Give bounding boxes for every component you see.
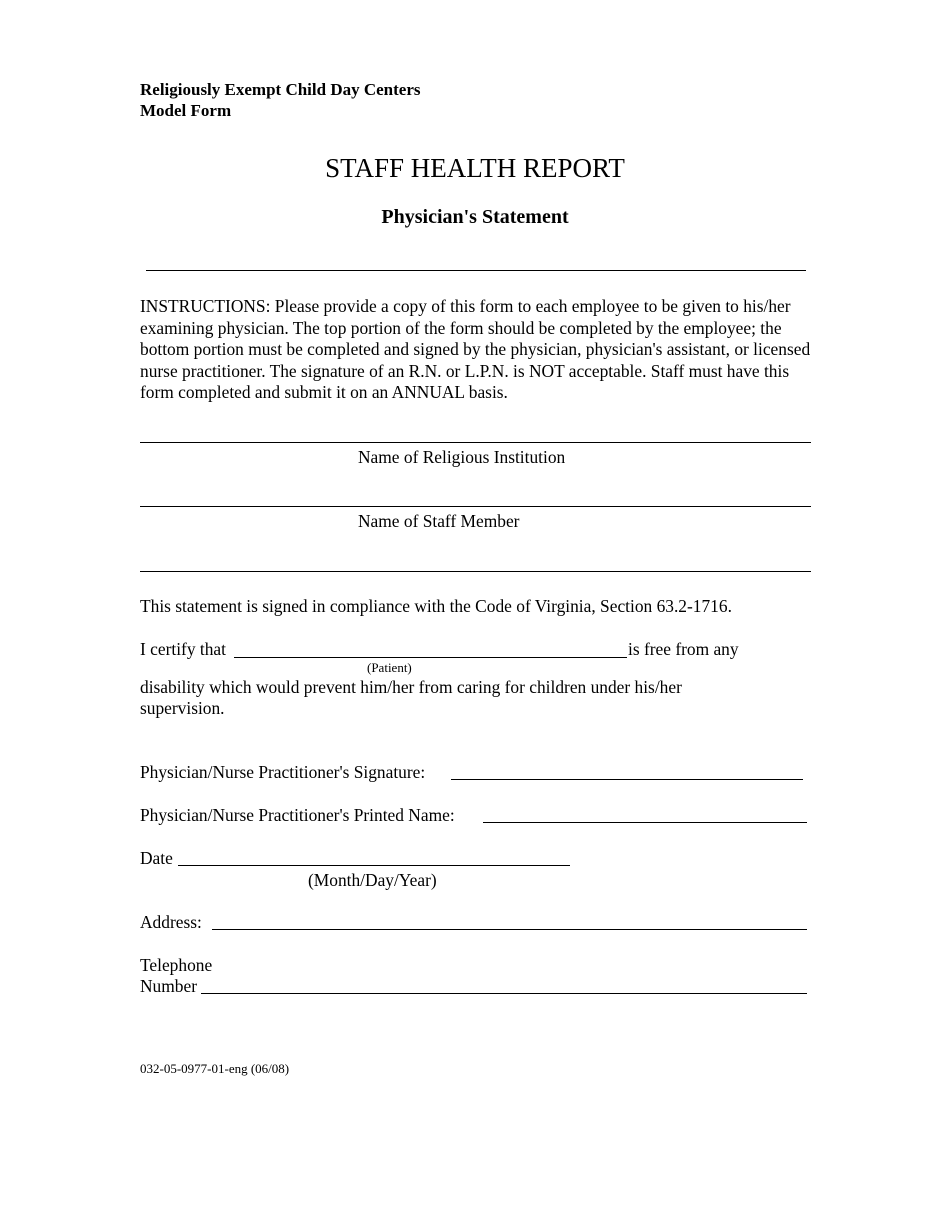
- section-divider: [140, 571, 811, 572]
- institution-name-label: Name of Religious Institution: [358, 447, 566, 467]
- compliance-statement: This statement is signed in compliance with the Code of Virginia, Section 63.2-1716.: [140, 596, 732, 616]
- title-divider: [146, 270, 806, 271]
- certify-prefix: I certify that: [140, 639, 226, 659]
- date-format-label: (Month/Day/Year): [308, 870, 437, 890]
- institution-name-field[interactable]: [140, 442, 811, 443]
- staff-member-name-label: Name of Staff Member: [358, 511, 520, 531]
- address-label: Address:: [140, 912, 202, 932]
- patient-label: (Patient): [367, 660, 412, 675]
- date-label: Date: [140, 848, 173, 868]
- printed-name-field[interactable]: [483, 822, 807, 823]
- telephone-label-line1: Telephone: [140, 955, 213, 975]
- page-title: STAFF HEALTH REPORT: [325, 153, 625, 183]
- form-code: 032-05-0977-01-eng (06/08): [140, 1061, 290, 1076]
- staff-member-name-field[interactable]: [140, 506, 811, 507]
- telephone-field[interactable]: [201, 993, 807, 994]
- instructions-text: INSTRUCTIONS: Please provide a copy of this form to each employee to be given to his/her examining physician. The top portion of the form should be completed by the employee; the bottom portion must be completed and signed by the physician, physician's assistant, or licensed nurse practitioner. The signature of an R.N. or L.P.N. is NOT acceptable. Staff must have this form completed and submit it on an ANNUAL basis.: [140, 296, 811, 402]
- certify-suffix: is free from any: [628, 639, 739, 659]
- date-field[interactable]: [178, 865, 570, 866]
- header-model-form: Model Form: [140, 101, 232, 120]
- signature-field[interactable]: [451, 779, 803, 780]
- patient-name-field[interactable]: [234, 657, 627, 658]
- telephone-label-line2: Number: [140, 976, 197, 996]
- header-agency: Religiously Exempt Child Day Centers: [140, 80, 421, 99]
- signature-label: Physician/Nurse Practitioner's Signature:: [140, 762, 426, 782]
- certify-end: supervision.: [140, 698, 225, 718]
- page-subtitle: Physician's Statement: [381, 206, 569, 228]
- address-field[interactable]: [212, 929, 807, 930]
- certify-continued: disability which would prevent him/her from caring for children under his/her: [140, 677, 682, 697]
- printed-name-label: Physician/Nurse Practitioner's Printed Name:: [140, 805, 455, 825]
